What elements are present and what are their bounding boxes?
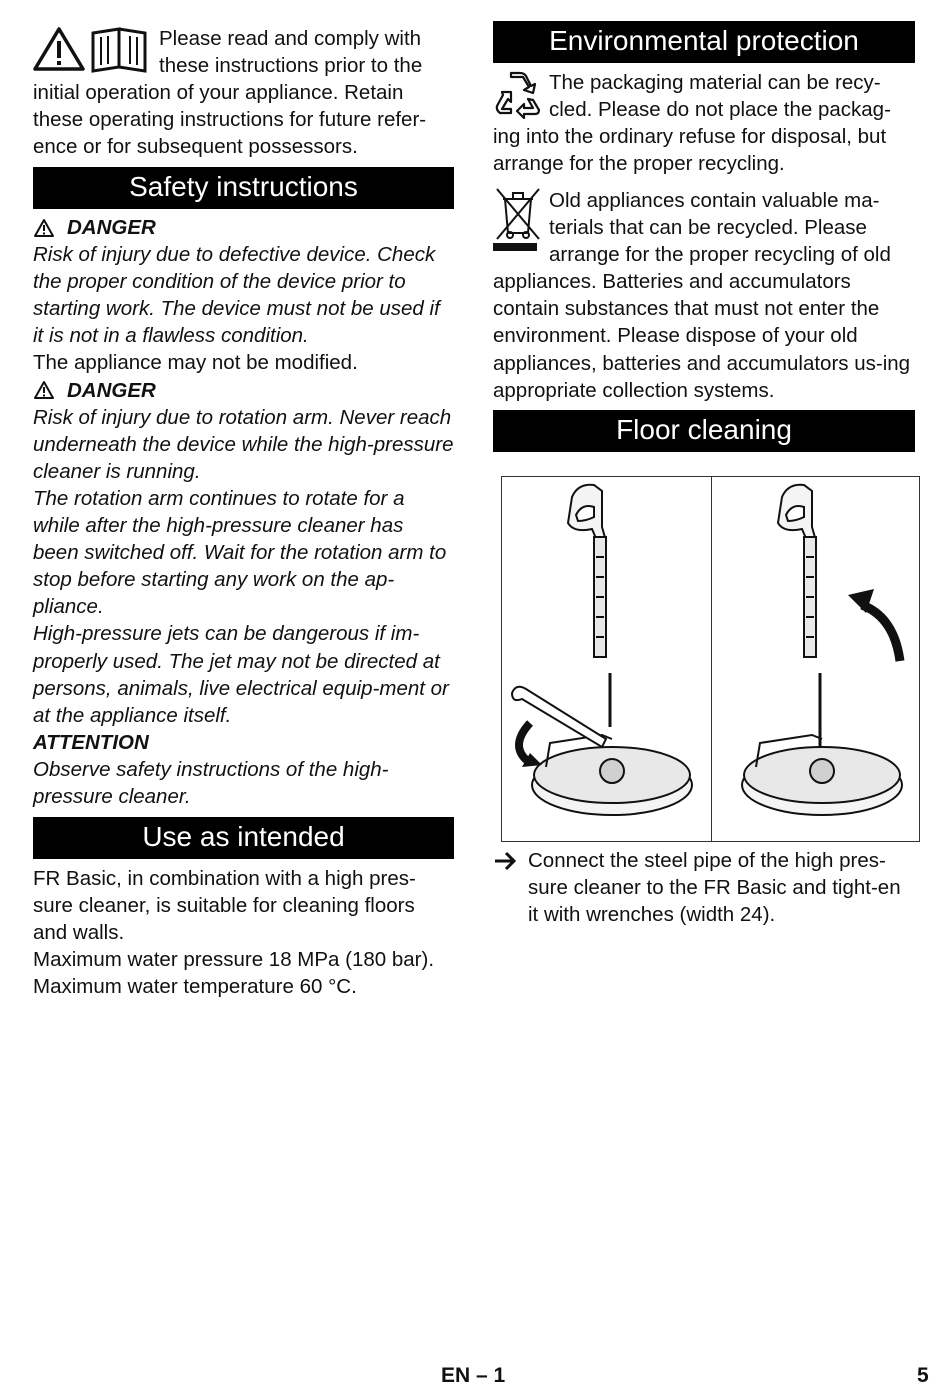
packaging-text: The packaging material can be recy-cled. Please do not place the packag-ing into the ordinary refuse for disposal, but arrange for the proper recycling. xyxy=(493,71,891,176)
floor-heading: Floor cleaning xyxy=(493,410,915,452)
warning-manual-icon xyxy=(33,25,153,73)
environment-heading: Environmental protection xyxy=(493,21,915,63)
floor-step xyxy=(493,847,915,928)
wrench xyxy=(512,687,606,747)
manual-book-icon xyxy=(93,29,145,71)
crossed-bin-icon xyxy=(493,187,543,253)
safety-body xyxy=(33,214,454,810)
warning-triangle-icon xyxy=(35,29,83,69)
danger2-text3: High-pressure jets can be dangerous if im-properly used. The jet may not be directed at persons, animals, live electrical equip-ment or at the appliance itself. xyxy=(33,622,449,727)
danger2-text2: The rotation arm continues to rotate for a while after the high-pressure cleaner has been switched off. Wait for the rotation arm to stop before starting any work on the ap-pliance. xyxy=(33,486,447,619)
warning-triangle-icon xyxy=(33,380,55,400)
attention-label: ATTENTION xyxy=(33,730,149,754)
use-body xyxy=(33,865,454,1000)
intro-text: Please read and comply with these instructions prior to the initial operation of your appliance. Retain these operating instructions for future refer-ence or for subsequent possessors. xyxy=(33,27,427,159)
recycle-icon xyxy=(493,69,543,119)
use-text1: FR Basic, in combination with a high pres-sure cleaner, is suitable for cleaning floors and walls. xyxy=(33,867,416,945)
rotate-arrow-right-icon xyxy=(862,605,900,661)
danger-label: DANGER xyxy=(67,216,156,239)
danger-label-row xyxy=(33,377,454,404)
danger-label: DANGER xyxy=(67,378,156,402)
danger2-text1: Risk of injury due to rotation arm. Never reach underneath the device while the high-pressure cleaner is running. xyxy=(33,405,454,483)
use-heading: Use as intended xyxy=(33,817,454,859)
not-modified-text: The appliance may not be modified. xyxy=(33,351,358,375)
step-text: Connect the steel pipe of the high pres-sure cleaner to the FR Basic and tight-en it with wrenches (width 24). xyxy=(528,849,901,927)
assembly-drawing xyxy=(502,477,919,841)
safety-heading: Safety instructions xyxy=(33,167,454,209)
spray-handle-right xyxy=(778,485,816,657)
step-arrow-icon xyxy=(493,849,521,873)
spray-handle-left xyxy=(568,485,606,657)
cleaner-disc-left xyxy=(532,735,692,815)
warning-triangle-icon xyxy=(33,218,55,238)
old-appliances-text: Old appliances contain valuable ma-terials that can be recycled. Please arrange for the proper recycling of old appliances. Batteries and accumulators contain substances that must not enter the environment. Please dispose of your old appliances, batteries and accumulators us-ing appropriate collection systems. xyxy=(493,189,911,402)
danger-label-row xyxy=(33,214,454,241)
footer-section: EN – 1 xyxy=(441,1364,506,1387)
page-number: 5 xyxy=(917,1364,929,1387)
packaging-block xyxy=(493,69,915,177)
danger1-text: Risk of injury due to defective device. Check the proper condition of the device prior to starting work. The device must not be used if it is not in a flawless condition. xyxy=(33,243,440,348)
use-text2: Maximum water pressure 18 MPa (180 bar). Maximum water temperature 60 °C. xyxy=(33,948,435,999)
floor-cleaner-illustration xyxy=(501,476,920,842)
cleaner-disc-right xyxy=(742,735,902,815)
old-appliances-block xyxy=(493,187,915,404)
attention-text: Observe safety instructions of the high-pressure cleaner. xyxy=(33,757,389,808)
intro-block xyxy=(33,25,454,160)
